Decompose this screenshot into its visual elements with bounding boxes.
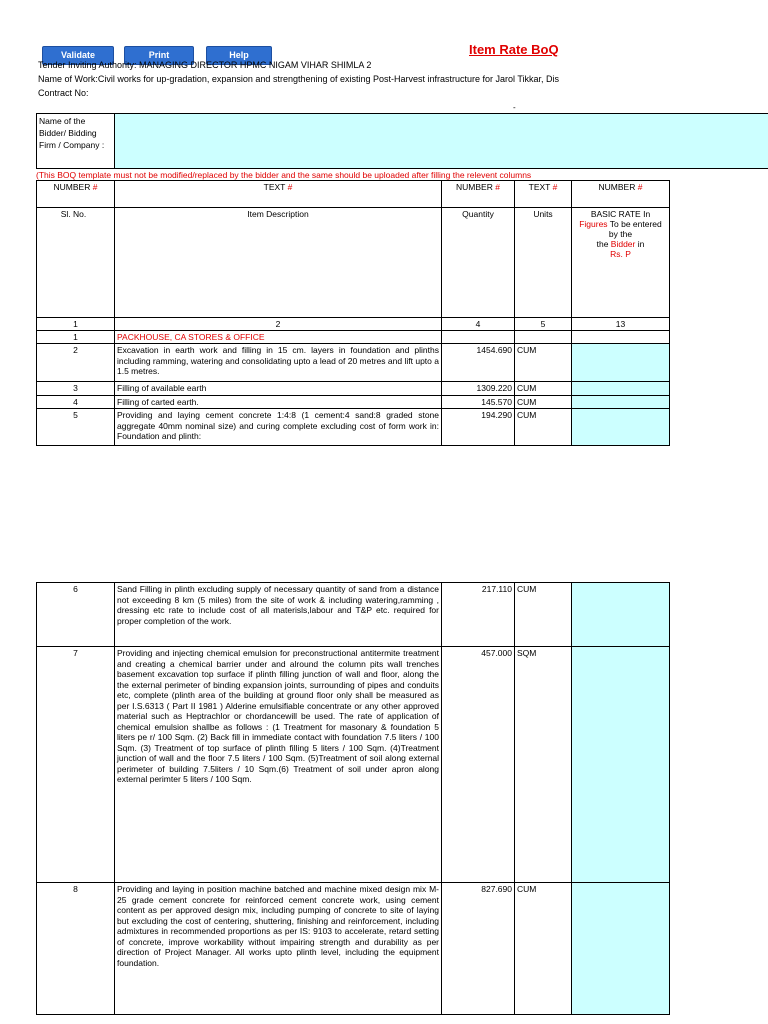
- item-unit: CUM: [515, 409, 572, 446]
- item-quantity: 217.110: [442, 583, 515, 647]
- item-description: Filling of carted earth.: [115, 395, 442, 409]
- item-sl: 8: [37, 883, 115, 1015]
- table-row: [37, 409, 670, 446]
- item-unit: CUM: [515, 395, 572, 409]
- print-button[interactable]: Print: [124, 46, 194, 65]
- section-title: PACKHOUSE, CA STORES & OFFICE: [115, 331, 442, 344]
- column-number: 5: [515, 318, 572, 331]
- column-number: 1: [37, 318, 115, 331]
- bidder-label: Name of the Bidder/ Bidding Firm / Company :: [37, 114, 115, 169]
- table-row: [37, 883, 670, 1015]
- table-row: [37, 382, 670, 396]
- table-row: [37, 583, 670, 647]
- type-cell: NUMBER #: [442, 181, 515, 208]
- item-sl: 5: [37, 409, 115, 446]
- header-item-description: Item Description: [115, 208, 442, 318]
- item-description: Excavation in earth work and filling in 15 cm. layers in foundation and plinths including ramming, watering and consolidating upto a lead of 20 metres and lift upto a 1.5 metres.: [115, 344, 442, 382]
- column-number: 13: [572, 318, 670, 331]
- type-cell: TEXT #: [515, 181, 572, 208]
- column-number: 2: [115, 318, 442, 331]
- item-unit: CUM: [515, 583, 572, 647]
- bidder-name-input[interactable]: [115, 114, 768, 169]
- item-quantity: 1454.690: [442, 344, 515, 382]
- rate-input[interactable]: [572, 883, 670, 1015]
- contract-no: Contract No:: [38, 88, 89, 98]
- tender-authority: Tender Inviting Authority: MANAGING DIRECTOR HPMC NIGAM VIHAR SHIMLA 2: [38, 60, 372, 70]
- item-unit: CUM: [515, 382, 572, 396]
- item-sl: 6: [37, 583, 115, 647]
- section-sl: 1: [37, 331, 115, 344]
- item-description: Sand Filling in plinth excluding supply of necessary quantity of sand from a distance not exceeding 8 km (5 miles) from the site of work & including watering,ramming , dressing etc rate to include cost of all materisls,labour and T&P etc. required for proper completion of the work.: [115, 583, 442, 647]
- table-row: [37, 344, 670, 382]
- item-description: Providing and injecting chemical emulsion for preconstructional antitermite treatment and creating a chemical barrier under and alround the column pits wall trenches basement excavation top surface if plinth filling junction of wall and floor, along the the external perimeter of binding expansion joints, surrounding of pipes and conduits etc, complete (plinth area of the building at ground floor only shall be measured as per I.S.6313 ( Part II 1981 ) Alderine emulsifiable concentrate or any other approved material such as Heptrachlor or chordancewill be used. The rate of application of chemical emulsion shallbe as follows : (1 Treatment for masonary & foundation 5 liters pe r/ 100 Sqm. (2) Back fill in immediate contact with foundation 7.5 liters / 100 Sqm. (3) Treatment of top surface of plinth filling 5 liters / 100 Sqm. (4)Treatment junction of wall and the floor 7.5 liters / 100 Sqm. (5)Treatment of soil along external perimeter of building 7.5liters / 10 Sqm.(6) Treatment of soil under apron along external perimter 5 liters / 100 Sqm.: [115, 647, 442, 883]
- header-units: Units: [515, 208, 572, 318]
- validate-button[interactable]: Validate: [42, 46, 114, 65]
- help-button[interactable]: Help: [206, 46, 272, 65]
- item-description: Providing and laying in position machine batched and machine mixed design mix M-25 grade cement concrete for reinforced cement concrete work, using cement content as per approved design mix, including pumping of concrete to site of laying but excluding the cost of centering, shuttering, finishing and reinforcement, including admixtures in recommended proportions as per IS: 9103 to accelerate, retard setting of concrete, improve workability without impairing strength and durability as per direction of Project Manager. All works upto plinth level, including the equipment foundation.: [115, 883, 442, 1015]
- rate-input[interactable]: [572, 344, 670, 382]
- item-sl: 2: [37, 344, 115, 382]
- separator-dash: -: [513, 103, 516, 112]
- page-title: Item Rate BoQ: [469, 42, 559, 57]
- type-cell: TEXT #: [115, 181, 442, 208]
- item-quantity: 194.290: [442, 409, 515, 446]
- column-number: 4: [442, 318, 515, 331]
- table-row: [37, 647, 670, 883]
- rate-input[interactable]: [572, 395, 670, 409]
- item-unit: SQM: [515, 647, 572, 883]
- rate-input[interactable]: [572, 382, 670, 396]
- rate-input[interactable]: [572, 647, 670, 883]
- boq-table-bottom: [36, 582, 670, 1015]
- item-unit: CUM: [515, 344, 572, 382]
- boq-table-top: [36, 180, 670, 446]
- work-name: Name of Work:Civil works for up-gradation, expansion and strengthening of existing Post-Harvest infrastructure for Jarol Tikkar, Dis: [38, 74, 560, 84]
- type-cell: NUMBER #: [572, 181, 670, 208]
- item-description: Providing and laying cement concrete 1:4:8 (1 cement:4 sand:8 graded stone aggregate 40mm nominal size) and curing complete excluding cost of form work in: Foundation and plinth:: [115, 409, 442, 446]
- rate-input[interactable]: [572, 409, 670, 446]
- rate-input[interactable]: [572, 583, 670, 647]
- type-cell: NUMBER #: [37, 181, 115, 208]
- bidder-table: [36, 113, 768, 169]
- item-quantity: 457.000: [442, 647, 515, 883]
- item-sl: 7: [37, 647, 115, 883]
- item-unit: CUM: [515, 883, 572, 1015]
- item-quantity: 1309.220: [442, 382, 515, 396]
- item-quantity: 827.690: [442, 883, 515, 1015]
- header-basic-rate: BASIC RATE In Figures To be entered by the the Bidder in Rs. P: [572, 208, 670, 318]
- header-quantity: Quantity: [442, 208, 515, 318]
- header-sl-no: Sl. No.: [37, 208, 115, 318]
- item-quantity: 145.570: [442, 395, 515, 409]
- table-row: [37, 395, 670, 409]
- item-sl: 4: [37, 395, 115, 409]
- item-description: Filling of available earth: [115, 382, 442, 396]
- item-sl: 3: [37, 382, 115, 396]
- template-notice: (This BOQ template must not be modified/replaced by the bidder and the same should be uploaded after filling the relevent columns: [36, 170, 532, 180]
